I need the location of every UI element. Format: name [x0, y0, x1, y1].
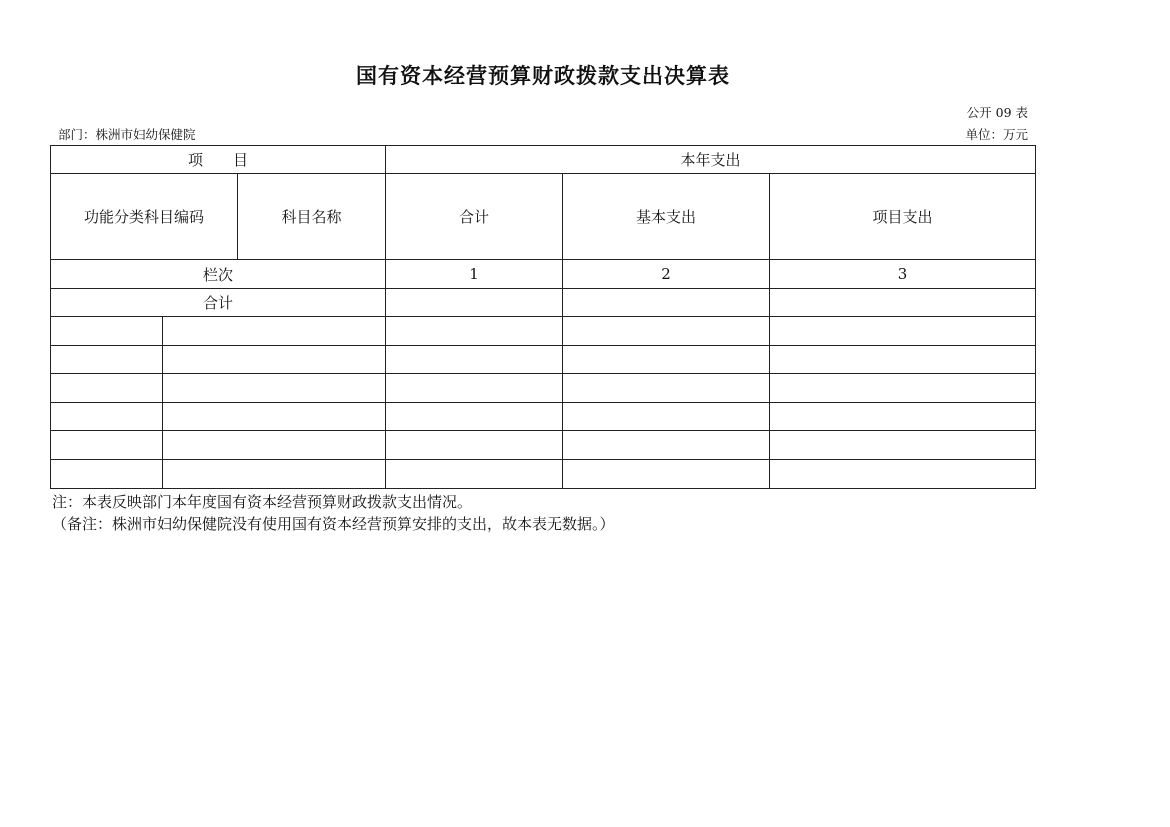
total-label: 合计 — [202, 294, 233, 312]
footnote: 注：本表反映部门本年度国有资本经营预算财政拨款支出情况。 — [52, 493, 473, 511]
table-border-right — [1035, 145, 1036, 489]
table-line — [50, 345, 1036, 346]
index-col1: 1 — [469, 265, 479, 283]
remark: （备注：株洲市妇幼保健院没有使用国有资本经营预算安排的支出，故本表无数据。） — [52, 515, 615, 533]
table-border-bottom — [50, 488, 1036, 489]
table-line — [50, 316, 1036, 317]
department-label: 部门：株洲市妇幼保健院 — [58, 127, 196, 142]
table-line — [50, 430, 1036, 431]
index-col2: 2 — [661, 265, 671, 283]
table-line — [162, 316, 163, 489]
header-current-year: 本年支出 — [680, 151, 741, 169]
table-line — [50, 402, 1036, 403]
header-code: 功能分类科目编码 — [83, 208, 204, 226]
header-project: 项目支出 — [872, 208, 933, 226]
header-item: 项 目 — [187, 151, 248, 169]
table-number: 公开 09 表 — [966, 105, 1028, 120]
index-label: 栏次 — [202, 265, 233, 284]
header-name: 科目名称 — [281, 208, 342, 226]
header-basic: 基本支出 — [635, 208, 696, 226]
header-total: 合计 — [458, 208, 489, 226]
index-col3: 3 — [897, 265, 908, 283]
page-title: 国有资本经营预算财政拨款支出决算表 — [356, 63, 730, 88]
unit-label: 单位：万元 — [965, 127, 1028, 142]
table-line — [50, 373, 1036, 374]
table-line — [50, 459, 1036, 460]
